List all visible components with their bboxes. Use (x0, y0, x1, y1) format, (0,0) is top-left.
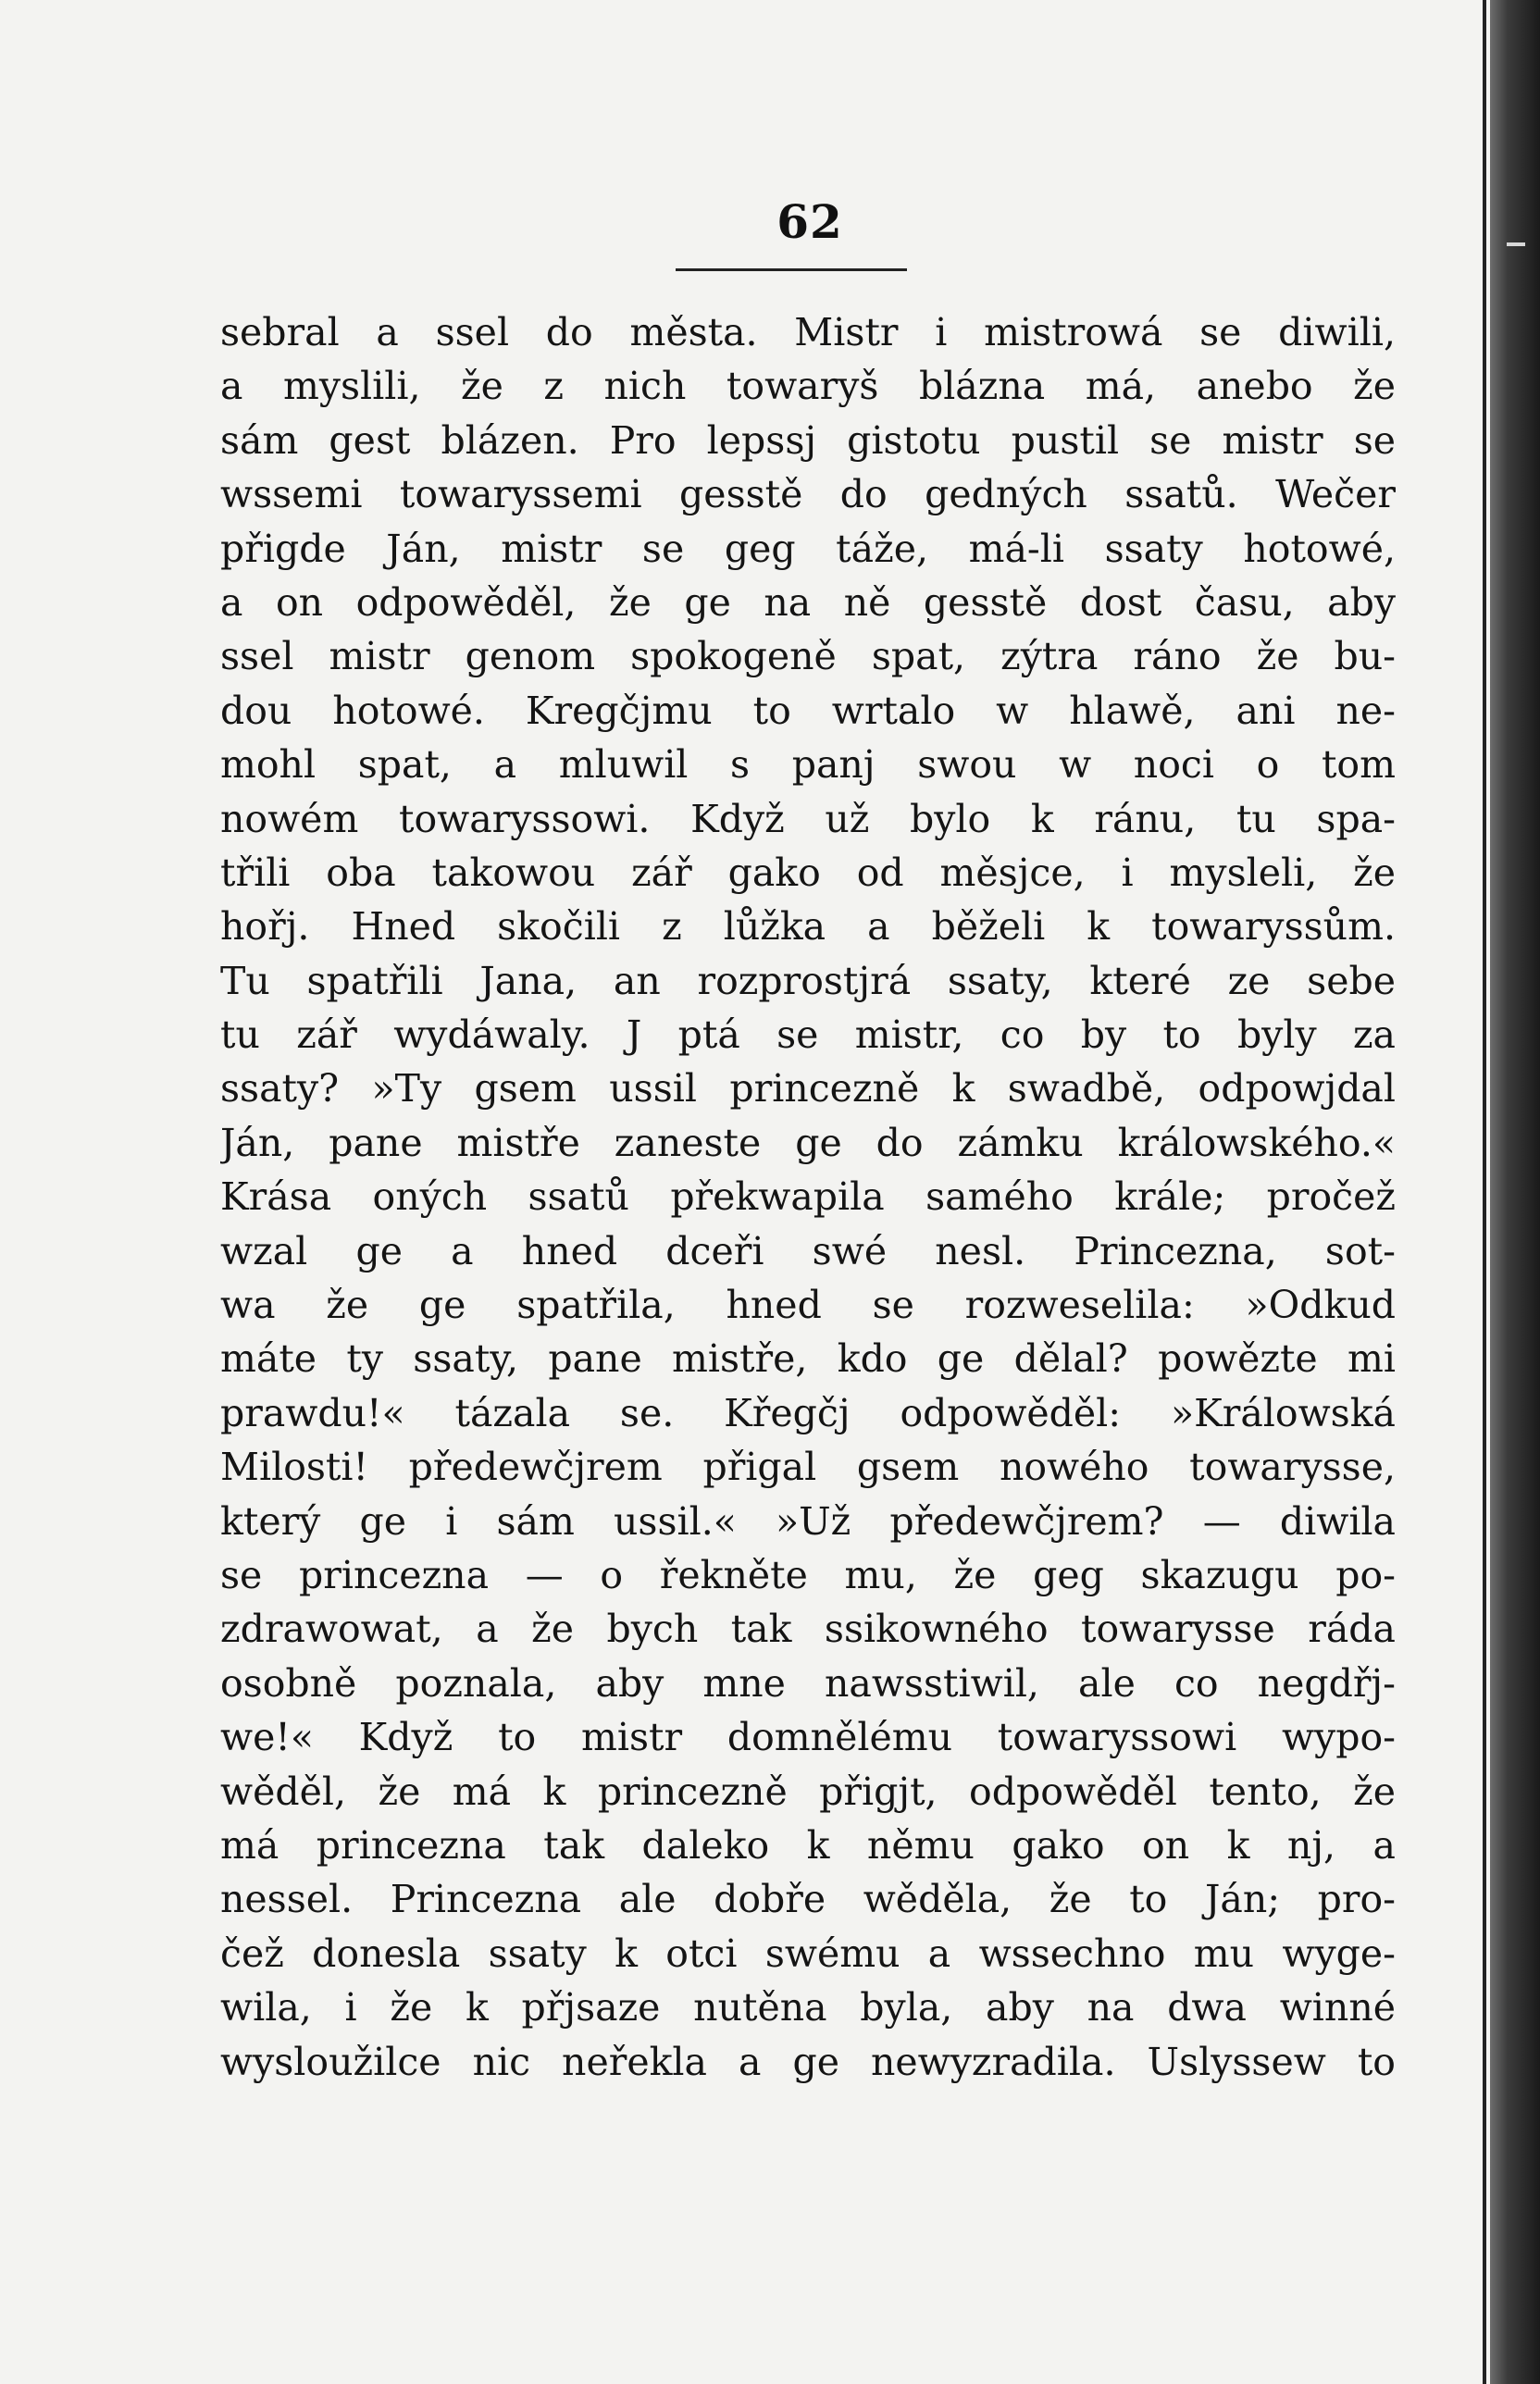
text-line: ssel mistr genom spokogeně spat, zýtra ráno že bu- (220, 634, 1396, 679)
text-line: osobně poznala, aby mne nawsstiwil, ale co negdřj- (220, 1660, 1396, 1706)
text-line: wzal ge a hned dceři swé nesl. Princezna, sot- (220, 1228, 1396, 1273)
text-line: přigde Ján, mistr se geg táže, má-li ssaty hotowé, (220, 526, 1396, 571)
text-line: má princezna tak daleko k němu gako on k nj, a (220, 1822, 1396, 1868)
page-number: 62 (776, 194, 843, 249)
text-line: třili oba takowou zář gako od měsjce, i mysleli, že (220, 850, 1396, 895)
page-edge-line (1483, 0, 1486, 2384)
text-line: sebral a ssel do města. Mistr i mistrowá se diwili, (220, 310, 1396, 354)
text-line: mohl spat, a mluwil s panj swou w noci o tom (220, 742, 1396, 788)
text-line: a on odpowěděl, že ge na ně gesstě dost času, aby (220, 579, 1396, 625)
text-line: Ján, pane mistře zaneste ge do zámku králowského.« (220, 1120, 1396, 1165)
text-line: zdrawowat, a že bych tak ssikowného towarysse ráda (220, 1607, 1396, 1652)
text-line: Krása oných ssatů překwapila samého krále; pročež (220, 1174, 1396, 1220)
edge-mark (1507, 242, 1525, 246)
text-line: tu zář wydáwaly. J ptá se mistr, co by to byly za (220, 1012, 1396, 1058)
text-line: wssemi towaryssemi gesstě do gedných ssatů. Wečer (220, 472, 1396, 517)
text-line: nowém towaryssowi. Když už bylo k ránu, tu spa- (220, 796, 1396, 841)
text-line: hořj. Hned skočili z lůžka a běželi k towaryssům. (220, 904, 1396, 950)
text-line: sám gest blázen. Pro lepssj gistotu pustil se mistr se (220, 417, 1396, 463)
text-line: ssaty? »Ty gsem ussil princezně k swadbě, odpowjdal (220, 1066, 1396, 1111)
text-line: čež donesla ssaty k otci swému a wssechno mu wyge- (220, 1931, 1396, 1976)
text-line: se princezna — o řekněte mu, že geg skazugu po- (220, 1552, 1396, 1597)
text-line: wila, i že k přjsaze nutěna byla, aby na dwa winné (220, 1985, 1396, 2030)
body-text (220, 305, 1396, 2089)
text-line: wa že ge spatřila, hned se rozweselila: »Odkud (220, 1283, 1396, 1328)
text-line: wěděl, že má k princezně přigjt, odpowěděl tento, že (220, 1769, 1396, 1814)
text-line: wysloužilce nic neřekla a ge newyzradila. Uslyssew to (220, 2039, 1396, 2084)
text-line: dou hotowé. Kregčjmu to wrtalo w hlawě, ani ne- (220, 688, 1396, 733)
text-line: Tu spatřili Jana, an rozprostjrá ssaty, které ze sebe (220, 958, 1396, 1003)
text-line: který ge i sám ussil.« »Už předewčjrem? — diwila (220, 1498, 1396, 1544)
text-line: nessel. Princezna ale dobře wěděla, že to Ján; pro- (220, 1877, 1396, 1922)
text-line: we!« Když to mistr domnělému towaryssowi wypo- (220, 1715, 1396, 1760)
text-line: prawdu!« tázala se. Křegčj odpowěděl: »Králowská (220, 1390, 1396, 1435)
page-binding-shadow (1490, 0, 1540, 2384)
header-rule (676, 268, 907, 271)
text-line: Milosti! předewčjrem přigal gsem nowého towarysse, (220, 1445, 1396, 1490)
text-line: máte ty ssaty, pane mistře, kdo ge dělal? powězte mi (220, 1336, 1396, 1382)
text-line: a myslili, že z nich towaryš blázna má, anebo že (220, 364, 1396, 409)
